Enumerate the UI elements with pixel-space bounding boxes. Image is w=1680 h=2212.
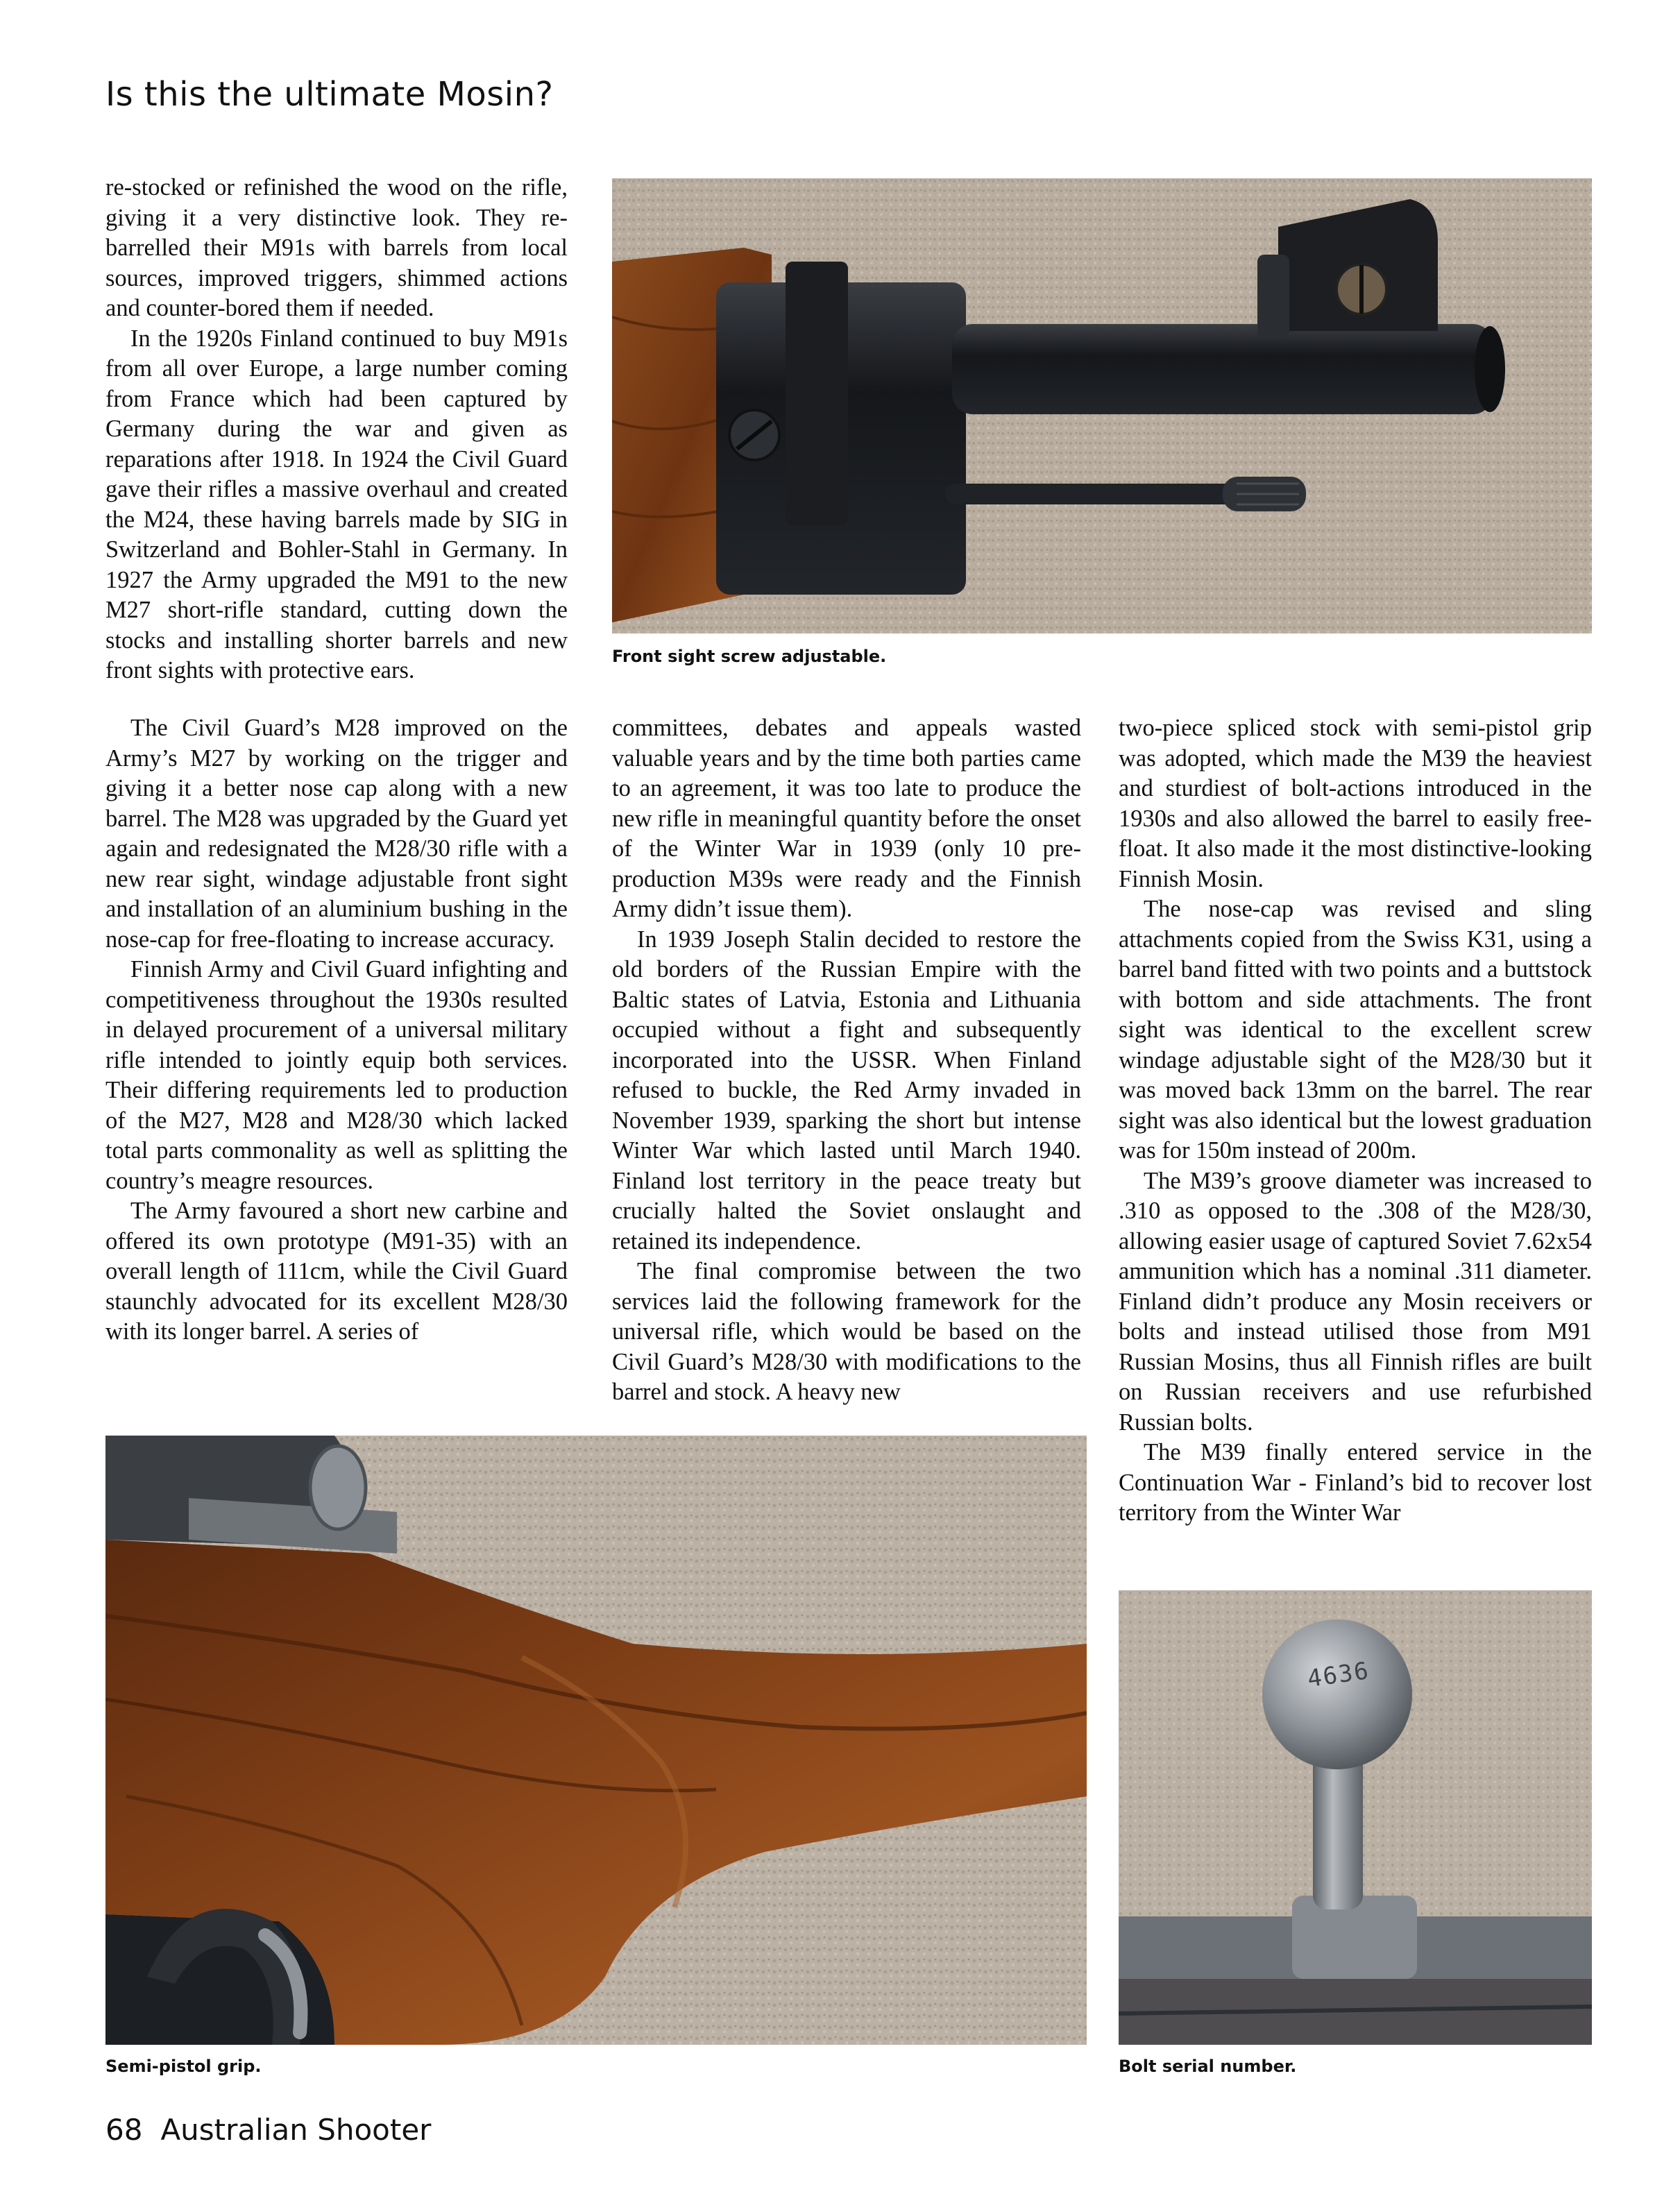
paragraph: two-piece spliced stock with semi-pistol grip was adopted, which made the M39 the heaviest and sturdiest of bolt-actions introduced in the 1930s and also allowed the barrel to easily free-float. It also made it the most distinctive-looking Finnish Mosin. — [1119, 715, 1592, 892]
paragraph: The M39 finally entered service in the Continuation War - Finland’s bid to recover lost territory from the Winter War — [1119, 1439, 1592, 1526]
front-sight-photo — [612, 178, 1592, 633]
front-sight-caption: Front sight screw adjustable. — [612, 647, 887, 666]
paragraph: committees, debates and appeals wasted valuable years and by the time both parties came to an agreement, it was too late to produce the new rifle in meaningful quantity before the onset of the Winter War in 1939 (only 10 pre-production M39s were ready and the Finnish Army didn’t issue them). — [612, 715, 1081, 922]
column-3 — [1119, 713, 1592, 1529]
paragraph: In the 1920s Finland continued to buy M91s from all over Europe, a large number coming from France which had been captured by Germany during the war and given as reparations after 1918. In 1924 the Civil Guard gave their rifles a massive overhaul and created the M24, these having barrels made by SIG in Switzerland and Bohler-Stahl in Germany. In 1927 the Army upgraded the M91 to the new M27 short-rifle standard, cutting down the stocks and installing shorter barrels and new front sights with protective ears. — [105, 325, 568, 683]
paragraph: The nose-cap was revised and sling attachments copied from the Swiss K31, using a barrel band fitted with two points and a buttstock with bottom and side attachments. The front sight was identical to the excellent screw windage adjustable sight of the M28/30 but it was moved back 13mm on the barrel. The rear sight was also identical but the lowest graduation was for 150m instead of 200m. — [1119, 896, 1592, 1164]
paragraph: The Army favoured a short new carbine and offered its own prototype (M91-35) with an overall length of 111cm, while the Civil Guard staunchly advocated for its excellent M28/30 with its longer barrel. A series of — [105, 1198, 568, 1345]
column-1-bottom — [105, 713, 568, 1347]
paragraph: The Civil Guard’s M28 improved on the Army’s M27 by working on the trigger and giving it a better nose cap along with a new barrel. The M28 was upgraded by the Guard yet again and redesignated the M28/30 rifle with a new rear sight, windage adjustable front sight and installation of an aluminium bushing in the nose-cap for free-floating to increase accuracy. — [105, 715, 568, 953]
pistol-grip-photo — [105, 1436, 1087, 2045]
page-title: Is this the ultimate Mosin? — [105, 75, 554, 114]
paragraph: The final compromise between the two services laid the following framework for the universal rifle, which would be based on the Civil Guard’s M28/30 with modifications to the barrel and stock. A heavy new — [612, 1258, 1081, 1405]
pistol-grip-caption: Semi-pistol grip. — [105, 2057, 262, 2076]
bolt-serial-stamp: 4636 — [1305, 1656, 1372, 1694]
magazine-name: Australian Shooter — [160, 2113, 432, 2147]
paragraph: The M39’s groove diameter was increased to .310 as opposed to the .308 of the M28/30, allowing easier usage of captured Soviet 7.62x54 ammunition which has a nominal .311 diameter. Finland didn’t produce any Mosin receivers or bolts and instead utilised those from M91 Russian Mosins, thus all Finnish rifles are built on Russian receivers and use refurbished Russian bolts. — [1119, 1167, 1592, 1436]
column-2 — [612, 713, 1081, 1408]
paragraph: Finnish Army and Civil Guard infighting and competitiveness throughout the 1930s resulted in delayed procurement of a universal military rifle intended to jointly equip both services. Their differing requirements led to production of the M27, M28 and M28/30 which lacked total parts commonality as well as splitting the country’s meagre resources. — [105, 956, 568, 1194]
paragraph: In 1939 Joseph Stalin decided to restore the old borders of the Russian Empire with the Baltic states of Latvia, Estonia and Lithuania occupied without a fight and subsequently incorporated into the USSR. When Finland refused to buckle, the Red Army invaded in November 1939, sparking the short but intense Winter War which lasted until March 1940. Finland lost territory in the peace treaty but crucially halted the Soviet onslaught and retained its independence. — [612, 926, 1081, 1254]
paragraph: re-stocked or refinished the wood on the rifle, giving it a very distinctive look. They re-barrelled their M91s with barrels from local sources, improved triggers, shimmed actions and counter-bored them if needed. — [105, 174, 568, 321]
page-footer — [105, 2113, 431, 2147]
page-number: 68 — [105, 2113, 143, 2147]
bolt-serial-photo — [1119, 1590, 1592, 2045]
bolt-serial-caption: Bolt serial number. — [1119, 2057, 1297, 2076]
column-1-top — [105, 173, 568, 686]
